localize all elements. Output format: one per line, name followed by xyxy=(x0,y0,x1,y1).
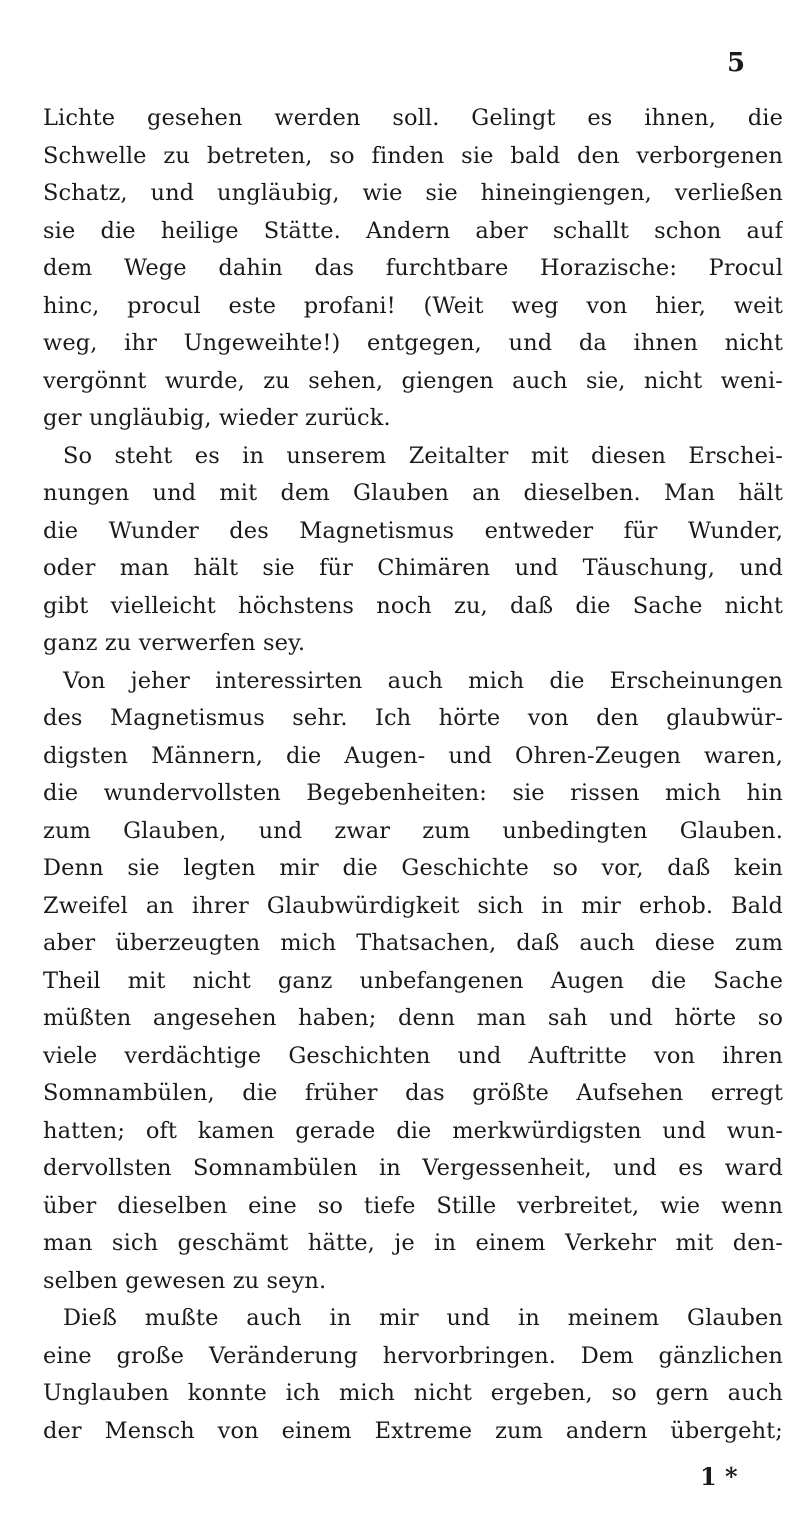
text-line: selben gewesen zu seyn. xyxy=(43,1267,327,1294)
text-line: hatten; oft kamen gerade die merkwürdigsten und wun- xyxy=(43,1117,783,1144)
text-line: Schatz, und ungläubig, wie sie hineingiengen, verließen xyxy=(43,180,783,206)
text-line: Schwelle zu betreten, so finden sie bald den verborgenen xyxy=(43,142,783,169)
page-number: 5 xyxy=(727,48,746,78)
text-line: dervollsten Somnambülen in Vergessenheit, und es ward xyxy=(43,1155,783,1181)
text-line: So steht es in unserem Zeitalter mit diesen Erschei- xyxy=(63,442,783,469)
signature-mark: 1 * xyxy=(700,1462,738,1491)
text-line: die Wunder des Magnetismus entweder für Wunder, xyxy=(43,517,783,544)
text-line: Lichte gesehen werden soll. Gelingt es ihnen, die xyxy=(43,105,783,131)
text-line: müßten angesehen haben; denn man sah und hörte so xyxy=(43,1005,783,1031)
text-line: Dieß mußte auch in mir und in meinem Glauben xyxy=(63,1305,783,1331)
text-line: Von jeher interessirten auch mich die Erscheinungen xyxy=(63,667,783,694)
text-line: Unglauben konnte ich mich nicht ergeben, so gern auch xyxy=(43,1380,783,1406)
text-line: aber überzeugten mich Thatsachen, daß auch diese zum xyxy=(43,930,783,956)
text-line: der Mensch von einem Extreme zum andern übergeht; xyxy=(43,1417,783,1444)
text-line: zum Glauben, und zwar zum unbedingten Glauben. xyxy=(43,817,783,844)
body-text xyxy=(43,100,783,1450)
text-line: oder man hält sie für Chimären und Täuschung, und xyxy=(43,555,783,581)
text-line: nungen und mit dem Glauben an dieselben. Man hält xyxy=(43,480,783,506)
text-line: über dieselben eine so tiefe Stille verbreitet, wie wenn xyxy=(43,1192,783,1219)
text-line: viele verdächtige Geschichten und Auftritte von ihren xyxy=(43,1042,783,1069)
text-line: hinc, procul este profani! (Weit weg von hier, weit xyxy=(43,292,783,319)
text-line: Somnambülen, die früher das größte Aufsehen erregt xyxy=(43,1080,783,1106)
text-line: sie die heilige Stätte. Andern aber schallt schon auf xyxy=(43,217,783,244)
text-line: dem Wege dahin das furchtbare Horazische: Procul xyxy=(43,255,783,281)
text-line: die wundervollsten Begebenheiten: sie rissen mich hin xyxy=(43,780,783,806)
text-line: ganz zu verwerfen sey. xyxy=(43,630,306,656)
text-line: weg, ihr Ungeweihte!) entgegen, und da ihnen nicht xyxy=(43,330,783,356)
text-line: ger ungläubig, wieder zurück. xyxy=(43,405,391,431)
text-line: des Magnetismus sehr. Ich hörte von den glaubwür- xyxy=(43,705,783,731)
text-line: gibt vielleicht höchstens noch zu, daß die Sache nicht xyxy=(43,592,783,619)
text-line: eine große Veränderung hervorbringen. Dem gänzlichen xyxy=(43,1342,783,1369)
text-line: man sich geschämt hätte, je in einem Verkehr mit den- xyxy=(43,1230,783,1256)
text-line: digsten Männern, die Augen- und Ohren-Zeugen waren, xyxy=(43,742,783,769)
text-line: Theil mit nicht ganz unbefangenen Augen die Sache xyxy=(43,967,783,994)
text-line: vergönnt wurde, zu sehen, giengen auch sie, nicht weni- xyxy=(43,367,783,394)
text-line: Denn sie legten mir die Geschichte so vor, daß kein xyxy=(43,855,783,881)
text-line: Zweifel an ihrer Glaubwürdigkeit sich in mir erhob. Bald xyxy=(43,892,783,919)
